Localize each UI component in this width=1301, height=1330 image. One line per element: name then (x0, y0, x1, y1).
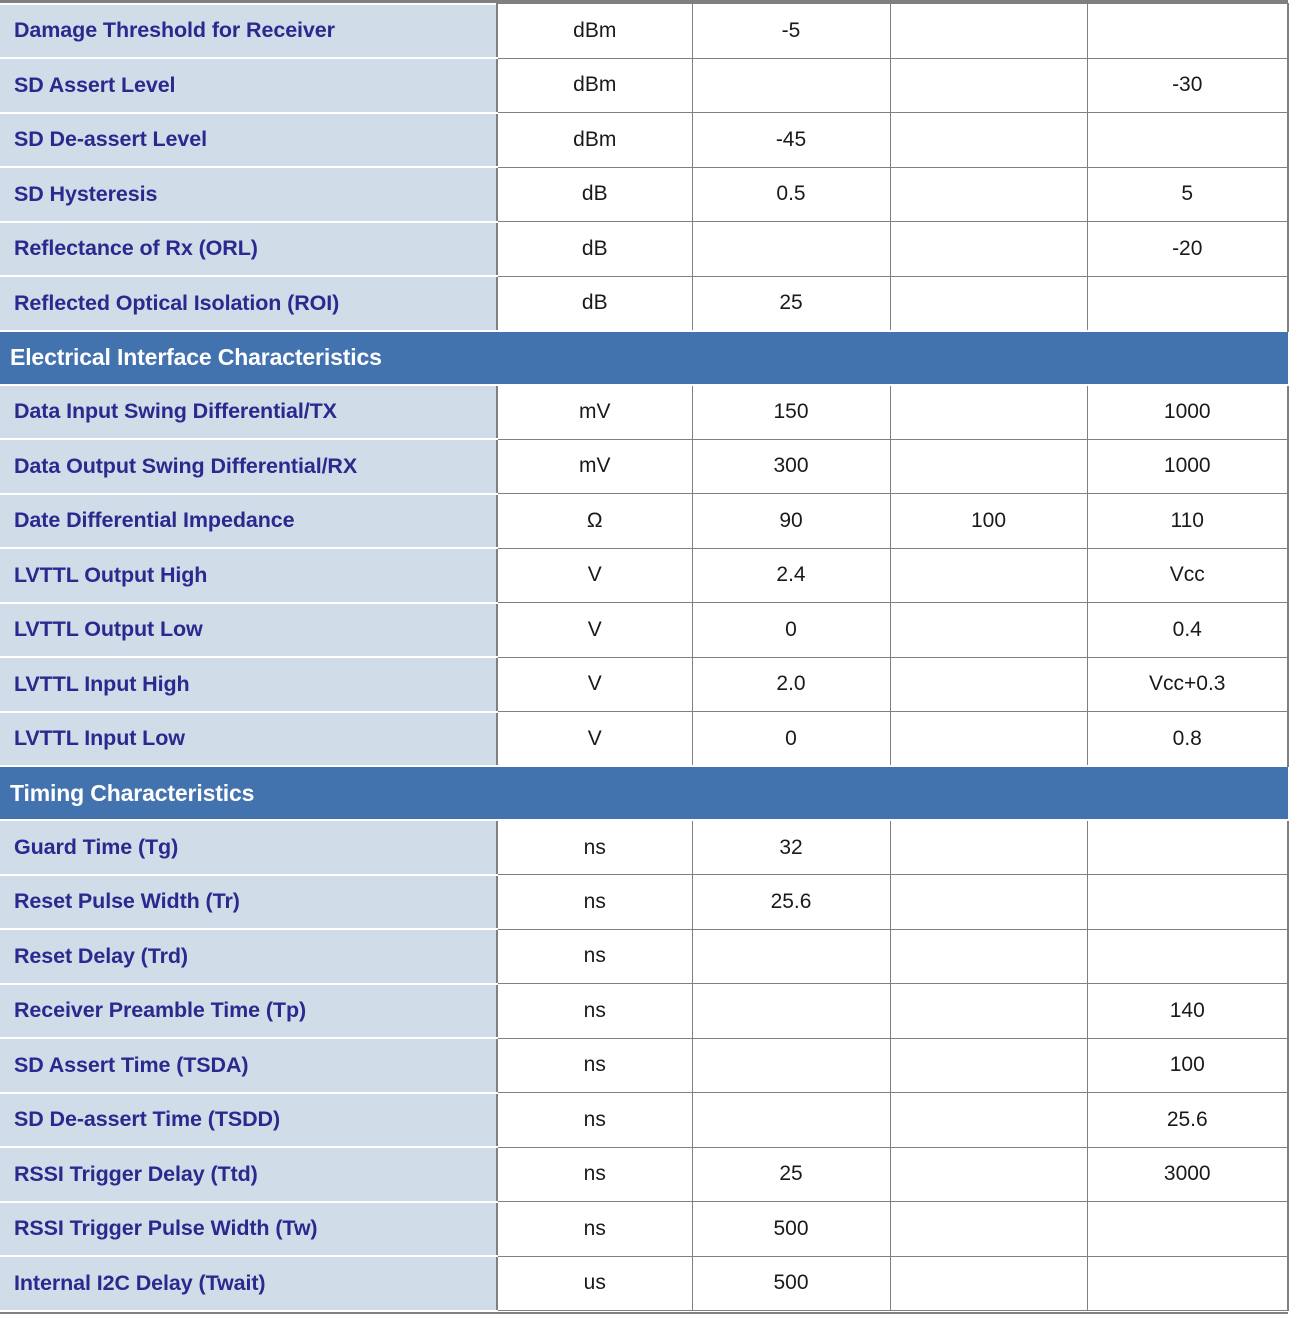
parameter-label: Date Differential Impedance (0, 494, 497, 549)
min-value: 500 (692, 1202, 890, 1257)
unit-value: ns (497, 1147, 692, 1202)
table-row (0, 603, 1288, 658)
typical-value (890, 1147, 1087, 1202)
max-value (1087, 820, 1288, 875)
table-row (0, 929, 1288, 984)
parameter-label: SD De-assert Time (TSDD) (0, 1093, 497, 1148)
max-value: 5 (1087, 167, 1288, 222)
typical-value (890, 712, 1087, 767)
parameter-label: Damage Threshold for Receiver (0, 4, 497, 59)
parameter-label: RSSI Trigger Delay (Ttd) (0, 1147, 497, 1202)
section-header-row (0, 331, 1288, 385)
typical-value (890, 1093, 1087, 1148)
min-value: 150 (692, 385, 890, 440)
table-row (0, 1202, 1288, 1257)
typical-value (890, 58, 1087, 113)
unit-value: ns (497, 820, 692, 875)
table-body (0, 4, 1288, 1311)
table-row (0, 1147, 1288, 1202)
typical-value (890, 929, 1087, 984)
unit-value: dBm (497, 113, 692, 168)
min-value: 0.5 (692, 167, 890, 222)
unit-value: ns (497, 929, 692, 984)
table-row (0, 167, 1288, 222)
max-value: 140 (1087, 984, 1288, 1039)
max-value: 100 (1087, 1038, 1288, 1093)
min-value: -5 (692, 4, 890, 59)
parameter-label: Reset Pulse Width (Tr) (0, 875, 497, 930)
table-row (0, 276, 1288, 331)
min-value: -45 (692, 113, 890, 168)
max-value (1087, 113, 1288, 168)
min-value: 25 (692, 276, 890, 331)
max-value: 1000 (1087, 439, 1288, 494)
parameter-label: SD Assert Time (TSDA) (0, 1038, 497, 1093)
max-value: -20 (1087, 222, 1288, 277)
section-header-label: Electrical Interface Characteristics (0, 331, 1288, 385)
unit-value: V (497, 603, 692, 658)
table-row (0, 222, 1288, 277)
specification-table (0, 3, 1289, 1312)
typical-value (890, 984, 1087, 1039)
unit-value: ns (497, 1038, 692, 1093)
min-value: 90 (692, 494, 890, 549)
section-header-label: Timing Characteristics (0, 766, 1288, 820)
unit-value: us (497, 1256, 692, 1311)
table-row (0, 548, 1288, 603)
max-value: 25.6 (1087, 1093, 1288, 1148)
min-value: 2.0 (692, 657, 890, 712)
table-row (0, 712, 1288, 767)
unit-value: V (497, 548, 692, 603)
typical-value (890, 385, 1087, 440)
parameter-label: SD De-assert Level (0, 113, 497, 168)
typical-value (890, 1202, 1087, 1257)
parameter-label: SD Hysteresis (0, 167, 497, 222)
table-row (0, 820, 1288, 875)
unit-value: V (497, 712, 692, 767)
unit-value: dBm (497, 58, 692, 113)
typical-value (890, 1256, 1087, 1311)
table-row (0, 439, 1288, 494)
table-row (0, 58, 1288, 113)
parameter-label: LVTTL Input Low (0, 712, 497, 767)
min-value: 25 (692, 1147, 890, 1202)
table-row (0, 657, 1288, 712)
min-value (692, 222, 890, 277)
max-value (1087, 4, 1288, 59)
max-value (1087, 875, 1288, 930)
parameter-label: Internal I2C Delay (Twait) (0, 1256, 497, 1311)
min-value (692, 929, 890, 984)
section-header-row (0, 766, 1288, 820)
max-value: 1000 (1087, 385, 1288, 440)
typical-value (890, 875, 1087, 930)
table-row (0, 494, 1288, 549)
typical-value (890, 4, 1087, 59)
typical-value (890, 439, 1087, 494)
table-row (0, 4, 1288, 59)
table-bottom-rule (0, 1312, 1288, 1315)
parameter-label: LVTTL Output High (0, 548, 497, 603)
max-value: -30 (1087, 58, 1288, 113)
unit-value: dB (497, 276, 692, 331)
typical-value (890, 657, 1087, 712)
max-value (1087, 929, 1288, 984)
unit-value: Ω (497, 494, 692, 549)
min-value: 300 (692, 439, 890, 494)
max-value: 0.8 (1087, 712, 1288, 767)
min-value: 500 (692, 1256, 890, 1311)
min-value: 0 (692, 712, 890, 767)
parameter-label: SD Assert Level (0, 58, 497, 113)
unit-value: mV (497, 385, 692, 440)
min-value (692, 1038, 890, 1093)
min-value: 0 (692, 603, 890, 658)
parameter-label: Data Input Swing Differential/TX (0, 385, 497, 440)
min-value (692, 58, 890, 113)
unit-value: ns (497, 1202, 692, 1257)
min-value: 2.4 (692, 548, 890, 603)
typical-value (890, 548, 1087, 603)
parameter-label: LVTTL Output Low (0, 603, 497, 658)
min-value: 32 (692, 820, 890, 875)
typical-value (890, 820, 1087, 875)
max-value: Vcc (1087, 548, 1288, 603)
typical-value (890, 222, 1087, 277)
unit-value: V (497, 657, 692, 712)
typical-value (890, 603, 1087, 658)
parameter-label: LVTTL Input High (0, 657, 497, 712)
unit-value: ns (497, 875, 692, 930)
max-value: 110 (1087, 494, 1288, 549)
table-row (0, 1256, 1288, 1311)
parameter-label: Guard Time (Tg) (0, 820, 497, 875)
table-row (0, 984, 1288, 1039)
unit-value: dB (497, 222, 692, 277)
typical-value (890, 113, 1087, 168)
unit-value: mV (497, 439, 692, 494)
typical-value (890, 167, 1087, 222)
table-row (0, 875, 1288, 930)
unit-value: dB (497, 167, 692, 222)
table-row (0, 1038, 1288, 1093)
parameter-label: Reflected Optical Isolation (ROI) (0, 276, 497, 331)
parameter-label: Reflectance of Rx (ORL) (0, 222, 497, 277)
max-value (1087, 1256, 1288, 1311)
min-value (692, 984, 890, 1039)
unit-value: ns (497, 1093, 692, 1148)
max-value: Vcc+0.3 (1087, 657, 1288, 712)
unit-value: ns (497, 984, 692, 1039)
typical-value (890, 276, 1087, 331)
parameter-label: Data Output Swing Differential/RX (0, 439, 497, 494)
typical-value: 100 (890, 494, 1087, 549)
unit-value: dBm (497, 4, 692, 59)
min-value (692, 1093, 890, 1148)
table-row (0, 385, 1288, 440)
max-value (1087, 1202, 1288, 1257)
max-value (1087, 276, 1288, 331)
parameter-label: Reset Delay (Trd) (0, 929, 497, 984)
typical-value (890, 1038, 1087, 1093)
min-value: 25.6 (692, 875, 890, 930)
table-row (0, 113, 1288, 168)
parameter-label: Receiver Preamble Time (Tp) (0, 984, 497, 1039)
max-value: 0.4 (1087, 603, 1288, 658)
parameter-label: RSSI Trigger Pulse Width (Tw) (0, 1202, 497, 1257)
max-value: 3000 (1087, 1147, 1288, 1202)
table-row (0, 1093, 1288, 1148)
